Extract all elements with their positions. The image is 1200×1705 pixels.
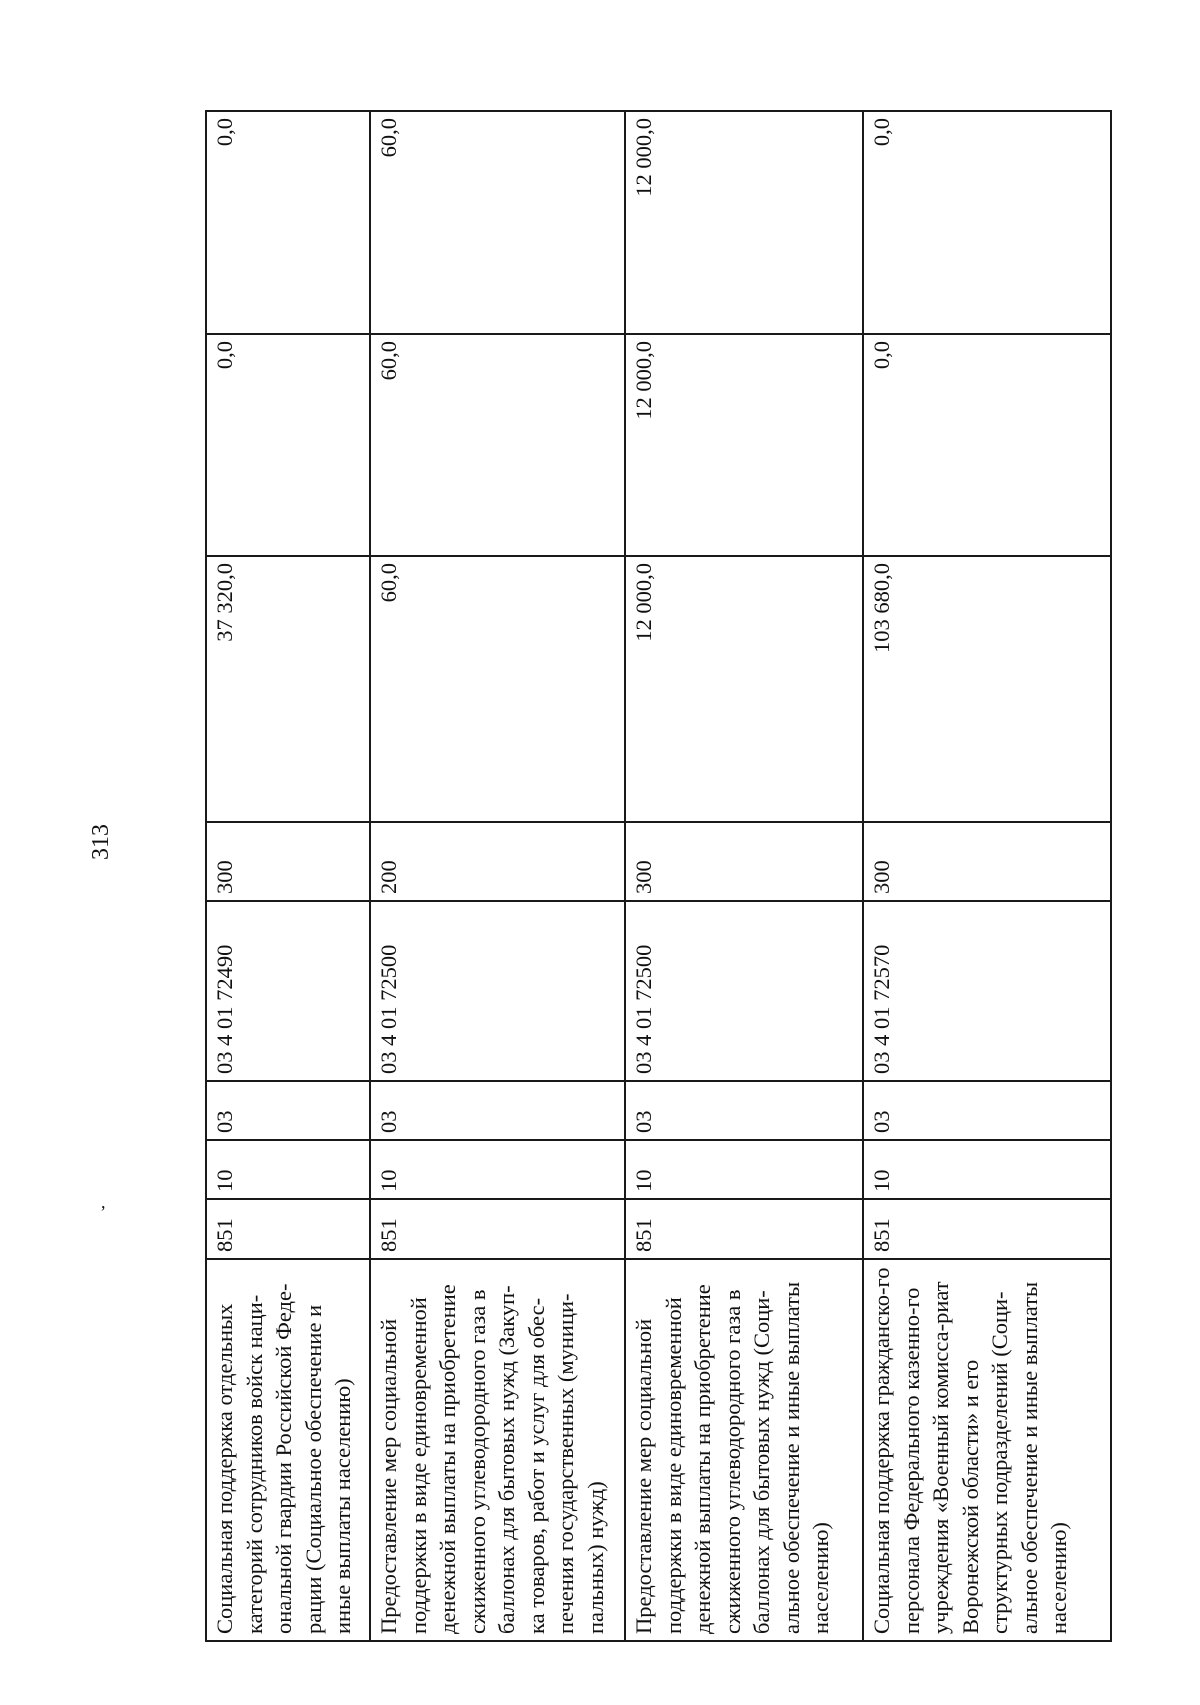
row-name: Предоставление мер социальной поддержки в виде единовременной денежной выплаты на приобретение сжиженного углеводородного газа в баллонах для бытовых нужд (Соци-альное обеспечение и иные выплаты населению): [625, 1259, 863, 1641]
sum-1: 103 680,0: [863, 556, 1111, 822]
section-code: 10: [370, 1140, 625, 1199]
expense-type-code: 300: [625, 822, 863, 901]
row-name: Социальная поддержка отдельных категорий сотрудников войск наци-ональной гвардии Российской Феде-рации (Социальное обеспечение и иные выплаты населению): [206, 1259, 370, 1641]
section-code: 10: [863, 1140, 1111, 1199]
page-number: 313: [88, 824, 114, 860]
target-code: 03 4 01 72500: [625, 901, 863, 1081]
sum-3: 60,0: [370, 111, 625, 334]
expense-type-code: 300: [206, 822, 370, 901]
ministry-code: 851: [206, 1199, 370, 1259]
row-name: Предоставление мер социальной поддержки в виде единовременной денежной выплаты на приобретение сжиженного углеводородного газа в баллонах для бытовых нужд (Закуп-ка товаров, работ и услуг для обес-печения государственных (муници-пальных) нужд): [370, 1259, 625, 1641]
ministry-code: 851: [625, 1199, 863, 1259]
expense-type-code: 300: [863, 822, 1111, 901]
row-name: Социальная поддержка гражданско-го персонала Федерального казенно-го учреждения «Военный комисса-риат Воронежской области» и его структурных подразделений (Соци-альное обеспечение и иные выплаты населению): [863, 1259, 1111, 1641]
subsection-code: 03: [370, 1081, 625, 1140]
sum-1: 60,0: [370, 556, 625, 822]
section-code: 10: [625, 1140, 863, 1199]
ministry-code: 851: [863, 1199, 1111, 1259]
stray-mark: ,: [101, 1192, 106, 1212]
section-code: 10: [206, 1140, 370, 1199]
ministry-code: 851: [370, 1199, 625, 1259]
sum-3: 0,0: [863, 111, 1111, 334]
table-row: [625, 111, 863, 1641]
sum-2: 60,0: [370, 334, 625, 556]
sum-3: 12 000,0: [625, 111, 863, 334]
rotated-table-container: [205, 112, 1110, 1642]
table-row: [206, 111, 370, 1641]
table-row: [863, 111, 1111, 1641]
sum-2: 0,0: [863, 334, 1111, 556]
sum-1: 12 000,0: [625, 556, 863, 822]
sum-3: 0,0: [206, 111, 370, 334]
subsection-code: 03: [625, 1081, 863, 1140]
subsection-code: 03: [863, 1081, 1111, 1140]
expense-type-code: 200: [370, 822, 625, 901]
table-row: [370, 111, 625, 1641]
target-code: 03 4 01 72500: [370, 901, 625, 1081]
sum-2: 0,0: [206, 334, 370, 556]
sum-1: 37 320,0: [206, 556, 370, 822]
subsection-code: 03: [206, 1081, 370, 1140]
sum-2: 12 000,0: [625, 334, 863, 556]
budget-table: [205, 110, 1112, 1642]
target-code: 03 4 01 72570: [863, 901, 1111, 1081]
target-code: 03 4 01 72490: [206, 901, 370, 1081]
